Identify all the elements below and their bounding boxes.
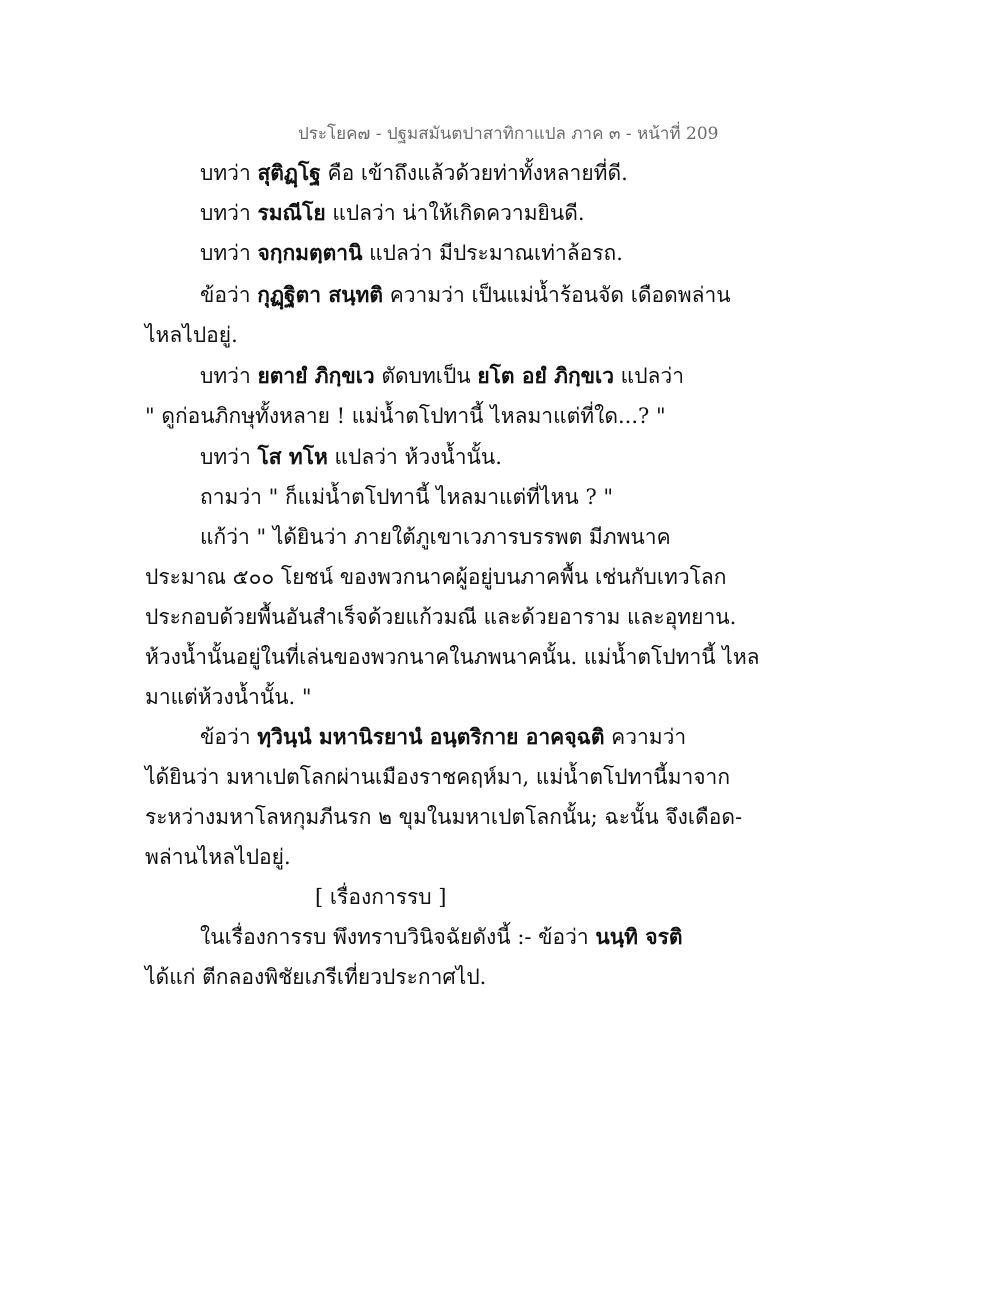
text-line-14: มาแต่ห้วงน้ำนั้น. " bbox=[145, 685, 312, 709]
text-line-1: บทว่า สุติฏฺโฐ คือ เข้าถึงแล้วด้วยท่าทั้งหลายที่ดี. bbox=[200, 160, 628, 185]
text-line-7: " ดูก่อนภิกษุทั้งหลาย ! แม่น้ำตโปทานี้ ไหลมาแต่ที่ใด...? " bbox=[145, 404, 666, 428]
text-line-13: ห้วงน้ำนั้นอยู่ในที่เล่นของพวกนาคในภพนาคนั้น. แม่น้ำตโปทานี้ ไหล bbox=[145, 645, 760, 669]
text-line-3: บทว่า จกฺกมตฺตานิ แปลว่า มีประมาณเท่าล้อรถ. bbox=[200, 240, 623, 265]
text-line-6: บทว่า ยตายํ ภิกฺขเว ตัดบทเป็น ยโต อยํ ภิกฺขเว แปลว่า bbox=[200, 363, 684, 388]
text-line-20: ในเรื่องการรบ พึงทราบวินิจฉัยดังนี้ :- ข้อว่า นนฺทิ จรติ bbox=[200, 924, 683, 949]
section-heading: [ เรื่องการรบ ] bbox=[315, 885, 447, 909]
text-line-5: ไหลไปอยู่. bbox=[145, 323, 238, 347]
pali-term: โส ทโห bbox=[257, 444, 328, 469]
text-line-11: ประมาณ ๕๐๐ โยชน์ ของพวกนาคผู้อยู่บนภาคพื้น เช่นกับเทวโลก bbox=[145, 565, 727, 589]
pali-term: จกฺกมตฺตานิ bbox=[257, 240, 363, 265]
text-line-8: บทว่า โส ทโห แปลว่า ห้วงน้ำนั้น. bbox=[200, 444, 502, 469]
text-line-21: ได้แก่ ตีกลองพิชัยเภรีเที่ยวประกาศไป. bbox=[145, 965, 487, 989]
pali-term: ยโต อยํ ภิกฺขเว bbox=[477, 363, 614, 388]
text-line-18: พล่านไหลไปอยู่. bbox=[145, 845, 291, 869]
text-line-16: ได้ยินว่า มหาเปตโลกผ่านเมืองราชคฤห์มา, แม่น้ำตโปทานี้มาจาก bbox=[145, 765, 731, 789]
pali-term: กุฏฺฐิตา สนฺทติ bbox=[257, 282, 384, 307]
pali-term: รมณีโย bbox=[257, 200, 326, 225]
text-line-17: ระหว่างมหาโลหกุมภีนรก ๒ ขุมในมหาเปตโลกนั้น; ฉะนั้น จึงเดือด- bbox=[145, 805, 743, 829]
text-line-4: ข้อว่า กุฏฺฐิตา สนฺทติ ความว่า เป็นแม่น้ำร้อนจัด เดือดพล่าน bbox=[200, 282, 731, 307]
pali-term: นนฺทิ จรติ bbox=[595, 924, 683, 949]
pali-term: ทฺวินฺนํ มหานิรยานํ อนฺตริกาย อาคจฺฉติ bbox=[257, 724, 605, 749]
text-line-10: แก้ว่า " ได้ยินว่า ภายใต้ภูเขาเวภารบรรพต มีภพนาค bbox=[200, 525, 671, 549]
page-header: ประโยค๗ - ปฐมสมันตปาสาทิกาแปล ภาค ๓ - หน้าที่ 209 bbox=[298, 124, 719, 144]
pali-term: ยตายํ ภิกฺขเว bbox=[257, 363, 375, 388]
pali-term: สุติฏฺโฐ bbox=[257, 160, 321, 185]
text-line-2: บทว่า รมณีโย แปลว่า น่าให้เกิดความยินดี. bbox=[200, 200, 585, 225]
text-line-12: ประกอบด้วยพื้นอันสำเร็จด้วยแก้วมณี และด้วยอาราม และอุทยาน. bbox=[145, 605, 737, 629]
text-line-9: ถามว่า " ก็แม่น้ำตโปทานี้ ไหลมาแต่ที่ไหน ? " bbox=[200, 485, 614, 509]
text-line-15: ข้อว่า ทฺวินฺนํ มหานิรยานํ อนฺตริกาย อาคจฺฉติ ความว่า bbox=[200, 724, 687, 749]
